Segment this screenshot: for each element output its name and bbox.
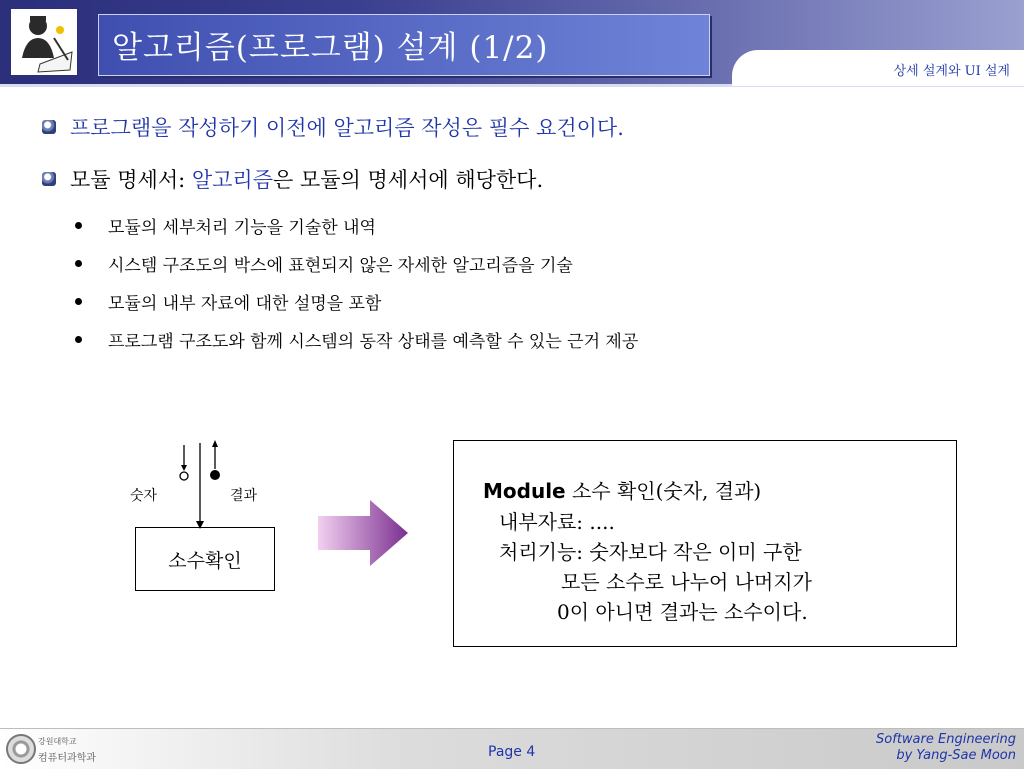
- sub-bullet-text: 모듈의 세부처리 기능을 기술한 내역: [108, 217, 376, 238]
- sub-bullet-list: [75, 206, 638, 358]
- input-label: 숫자: [130, 488, 158, 504]
- main-bullet-list: [42, 112, 624, 216]
- sub-bullet-text: 시스템 구조도의 박스에 표현되지 않은 자세한 알고리즘을 기술: [108, 255, 573, 276]
- sub-bullet: [75, 320, 638, 358]
- page-title: 알고리즘(프로그램) 설계 (1/2): [112, 30, 549, 66]
- footer-credit: [876, 732, 1016, 764]
- input-couple-circle: [180, 472, 188, 480]
- footer-author: by Yang-Sae Moon: [896, 748, 1016, 763]
- spec-processing-line-3: 0이 아니면 결과는 소수이다.: [557, 600, 808, 624]
- module-box: [135, 527, 275, 591]
- spec-processing-line-1: 처리기능: 숫자보다 작은 이미 구한: [499, 540, 802, 564]
- bullet-dot-icon: [75, 336, 82, 343]
- bullet-emblem-icon: [42, 172, 56, 186]
- main-bullet-text: [70, 164, 543, 194]
- sub-bullet-text: 프로그램 구조도와 함께 시스템의 동작 상태를 예측할 수 있는 근거 제공: [108, 331, 639, 352]
- bullet-emblem-icon: [42, 120, 56, 134]
- university-seal-icon: [6, 734, 36, 764]
- right-arrow-icon: [318, 500, 410, 566]
- sub-bullet: [75, 282, 638, 320]
- footer-course: Software Engineering: [876, 732, 1016, 747]
- main-bullet-text: [70, 112, 624, 142]
- sub-bullet: [75, 244, 638, 282]
- bullet-dot-icon: [75, 298, 82, 305]
- output-couple-arrowhead: [212, 440, 218, 447]
- main-bullet: [42, 164, 624, 194]
- module-label: 소수확인: [168, 549, 242, 572]
- bullet-segment: 프로그램을 작성하기 이전에 알고리즘 작성은 필수 요건이다.: [70, 116, 624, 140]
- footer-university: 강원대학교: [38, 737, 77, 746]
- bullet-dot-icon: [75, 260, 82, 267]
- output-label: 결과: [230, 488, 258, 504]
- spec-signature-text: 소수 확인(숫자, 결과): [565, 479, 762, 503]
- bullet-segment: 모듈 명세서:: [70, 168, 192, 192]
- spec-internal-data: 내부자료: ....: [499, 510, 615, 534]
- footer-department: 컴퓨터과학과: [38, 753, 96, 764]
- spec-signature: [483, 475, 761, 504]
- input-couple-arrowhead: [181, 465, 187, 471]
- sub-bullet-text: 모듈의 내부 자료에 대한 설명을 포함: [108, 293, 382, 314]
- page-number: Page 4: [488, 744, 536, 760]
- output-couple-circle: [210, 470, 220, 480]
- header-subtitle: 상세 설계와 UI 설계: [893, 64, 1010, 79]
- bullet-dot-icon: [75, 222, 82, 229]
- writer-logo-icon: [10, 8, 78, 76]
- bullet-segment-highlight: 알고리즘: [191, 168, 274, 192]
- spec-processing-line-2: 모든 소수로 나누어 나머지가: [561, 570, 812, 594]
- bullet-segment: 은 모듈의 명세서에 해당한다.: [273, 168, 544, 192]
- main-bullet: [42, 112, 624, 142]
- spec-keyword: Module: [483, 479, 566, 503]
- sub-bullet: [75, 206, 638, 244]
